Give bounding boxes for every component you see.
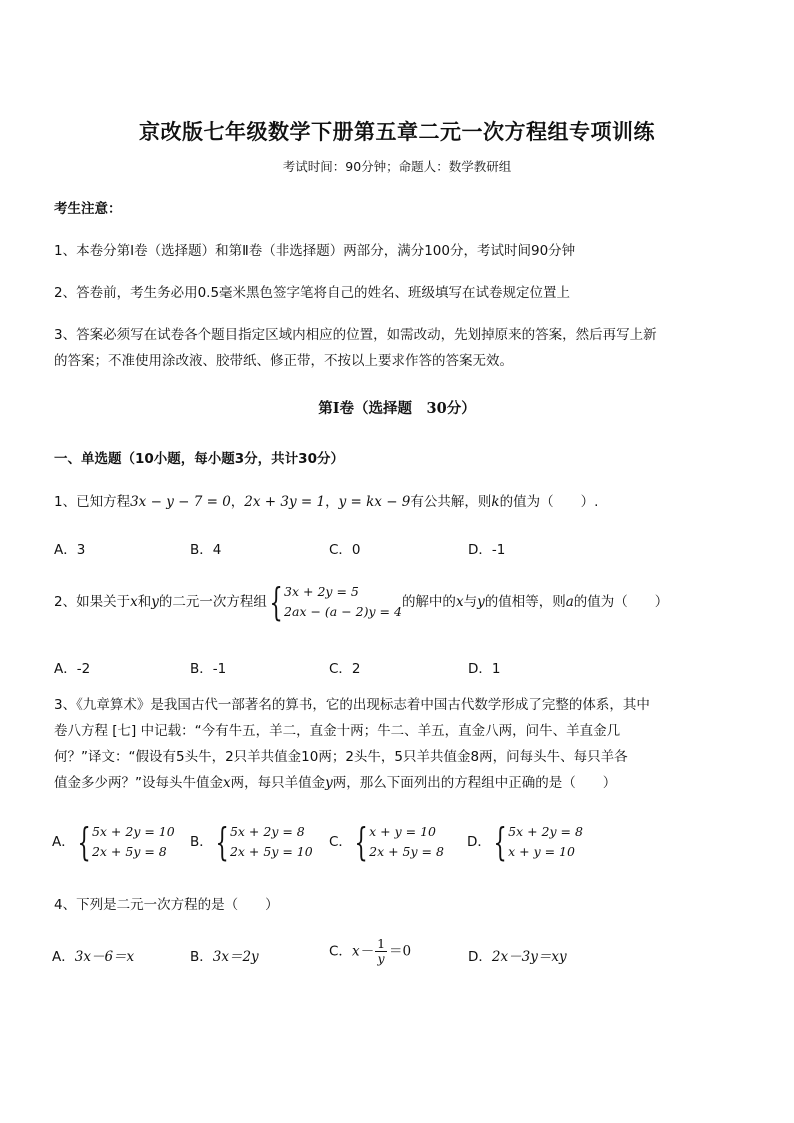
q3-line4-c: 两，那么下面列出的方程组中正确的是（ ）: [332, 775, 617, 791]
q3-line-3: 何？”译文：“假设有5头牛，2只羊共值金10两；2头牛，5只羊共值金8两，问每头牛、每只羊各: [54, 749, 628, 765]
q1-k: k: [491, 494, 500, 510]
system-row-2: 2x + 5y = 8: [369, 844, 444, 859]
q1-sep2: ，: [325, 494, 339, 510]
q3-y: y: [325, 775, 333, 791]
option-expression: 3x－6＝x: [74, 949, 135, 965]
q1-eq3: y = kx − 9: [338, 494, 411, 510]
option-label: A．: [52, 834, 75, 850]
q1-eq1: 3x − y − 7 = 0: [130, 494, 231, 510]
q3-line4-b: 两，每只羊值金: [230, 775, 326, 791]
system-row-1: 5x + 2y = 8: [229, 824, 305, 839]
left-brace: {: [77, 820, 91, 864]
q2-option-c[interactable]: C．2: [329, 661, 361, 677]
part1-heading: 第Ⅰ卷（选择题 30分）: [318, 400, 476, 417]
equation-system: [491, 822, 583, 862]
q3-line-2: 卷八方程 [七] 中记载：“今有牛五，羊二，直金十两；牛二、羊五，直金八两，问牛、羊直金几: [54, 723, 621, 739]
system-row-2: 2x + 5y = 10: [229, 844, 313, 859]
left-brace: {: [215, 820, 229, 864]
system-row-1: 5x + 2y = 10: [91, 824, 175, 839]
equation-system: [352, 822, 444, 862]
q2-equal: 的值相等，则: [484, 594, 566, 610]
q3-line4-a: 值金多少两？”设每头牛值金: [54, 775, 223, 791]
q2-option-d[interactable]: D．1: [468, 661, 501, 677]
q1-prefix: 1、已知方程: [54, 494, 131, 510]
q1-suffix: 的值为（ ）.: [499, 494, 599, 510]
question-4-stem: 4、下列是二元一次方程的是（ ）: [54, 897, 279, 913]
equation-system: [75, 822, 175, 862]
fraction-denominator: y: [377, 951, 385, 966]
q1-mid: 有公共解，则: [410, 494, 492, 510]
q2-system-row-2: 2ax − (a − 2)y = 4: [284, 604, 402, 619]
notice-item-1: 1、本卷分第Ⅰ卷（选择题）和第Ⅱ卷（非选择题）两部分，满分100分，考试时间90分钟: [54, 243, 576, 259]
q3-option-d[interactable]: [467, 822, 583, 862]
q1-option-c[interactable]: C．0: [329, 542, 361, 558]
q2-a: a: [565, 594, 574, 610]
page-title: 京改版七年级数学下册第五章二元一次方程组专项训练: [139, 119, 655, 144]
option-label: B．: [190, 949, 213, 965]
option-label: C．: [329, 834, 352, 850]
q2-option-b[interactable]: B．-1: [190, 661, 227, 677]
q2-mid: 的二元一次方程组: [158, 594, 267, 610]
equation-system: [213, 822, 313, 862]
notice-item-2: 2、答卷前，考生务必用0.5毫米黑色签字笔将自己的姓名、班级填写在试卷规定位置上: [54, 285, 571, 301]
option-expression: x－: [351, 943, 374, 960]
system-row-1: x + y = 10: [369, 824, 436, 839]
system-row-1: 5x + 2y = 8: [508, 824, 583, 839]
q2-after: 的解中的: [401, 594, 456, 610]
q1-option-b[interactable]: B．4: [190, 542, 222, 558]
q3-line-1: 3、《九章算术》是我国古代一部著名的算书，它的出现标志着中国古代数学形成了完整的体系，其中: [54, 697, 650, 713]
left-brace: {: [354, 820, 368, 864]
q4-option-b[interactable]: [190, 945, 259, 965]
q2-suffix: 的值为（ ）: [573, 594, 669, 610]
q4-option-d[interactable]: [468, 945, 567, 965]
q2-system-row-1: 3x + 2y = 5: [284, 584, 359, 599]
q3-option-b[interactable]: [190, 822, 313, 862]
q1-option-d[interactable]: D．-1: [468, 542, 506, 558]
q3-option-a[interactable]: [52, 822, 175, 862]
q3-option-c[interactable]: [329, 822, 444, 862]
fraction-numerator: 1: [377, 936, 386, 951]
section-heading: 一、单选题（10小题，每小题3分，共计30分）: [54, 451, 344, 467]
q2-y: y: [151, 594, 159, 610]
option-expression-tail: ＝0: [389, 943, 412, 960]
question-2-stem: [54, 582, 668, 622]
q2-equation-system: [267, 582, 402, 622]
q2-with: 与: [463, 594, 478, 610]
exam-info: 考试时间：90分钟；命题人：数学教研组: [282, 159, 512, 174]
q2-option-a[interactable]: A．-2: [54, 661, 91, 677]
option-label: B．: [190, 834, 213, 850]
question-1-stem: [54, 494, 598, 510]
q4-option-a[interactable]: [52, 945, 134, 965]
notice-item-3: 3、答案必须写在试卷各个题目指定区域内相应的位置，如需改动，先划掉原来的答案，然后再写上新: [54, 327, 657, 343]
fraction: [375, 937, 387, 966]
option-expression: 3x＝2y: [212, 949, 259, 965]
q3-line-4: [54, 775, 616, 791]
q1-option-a[interactable]: A．3: [54, 542, 86, 558]
system-row-2: 2x + 5y = 8: [91, 844, 167, 859]
notice-heading: 考生注意：: [54, 201, 122, 217]
option-label: D．: [467, 834, 491, 850]
system-row-2: x + y = 10: [508, 844, 575, 859]
q1-sep1: ，: [230, 494, 245, 510]
q2-x: x: [130, 594, 138, 610]
option-expression: 2x－3y＝xy: [491, 949, 567, 965]
q2-y2: y: [477, 594, 485, 610]
q2-and: 和: [137, 594, 152, 610]
q1-eq2: 2x + 3y = 1: [244, 494, 326, 510]
q2-x2: x: [455, 594, 464, 610]
q2-prefix: 2、如果关于: [54, 594, 131, 610]
notice-item-3-cont: 的答案；不准使用涂改液、胶带纸、修正带，不按以上要求作答的答案无效。: [54, 353, 513, 369]
q3-x: x: [223, 775, 231, 791]
q4-option-c[interactable]: [329, 937, 411, 966]
option-label: D．: [468, 949, 492, 965]
option-label: A．: [52, 949, 75, 965]
option-label: C．: [329, 943, 352, 960]
left-brace: {: [269, 580, 283, 624]
left-brace: {: [493, 820, 507, 864]
